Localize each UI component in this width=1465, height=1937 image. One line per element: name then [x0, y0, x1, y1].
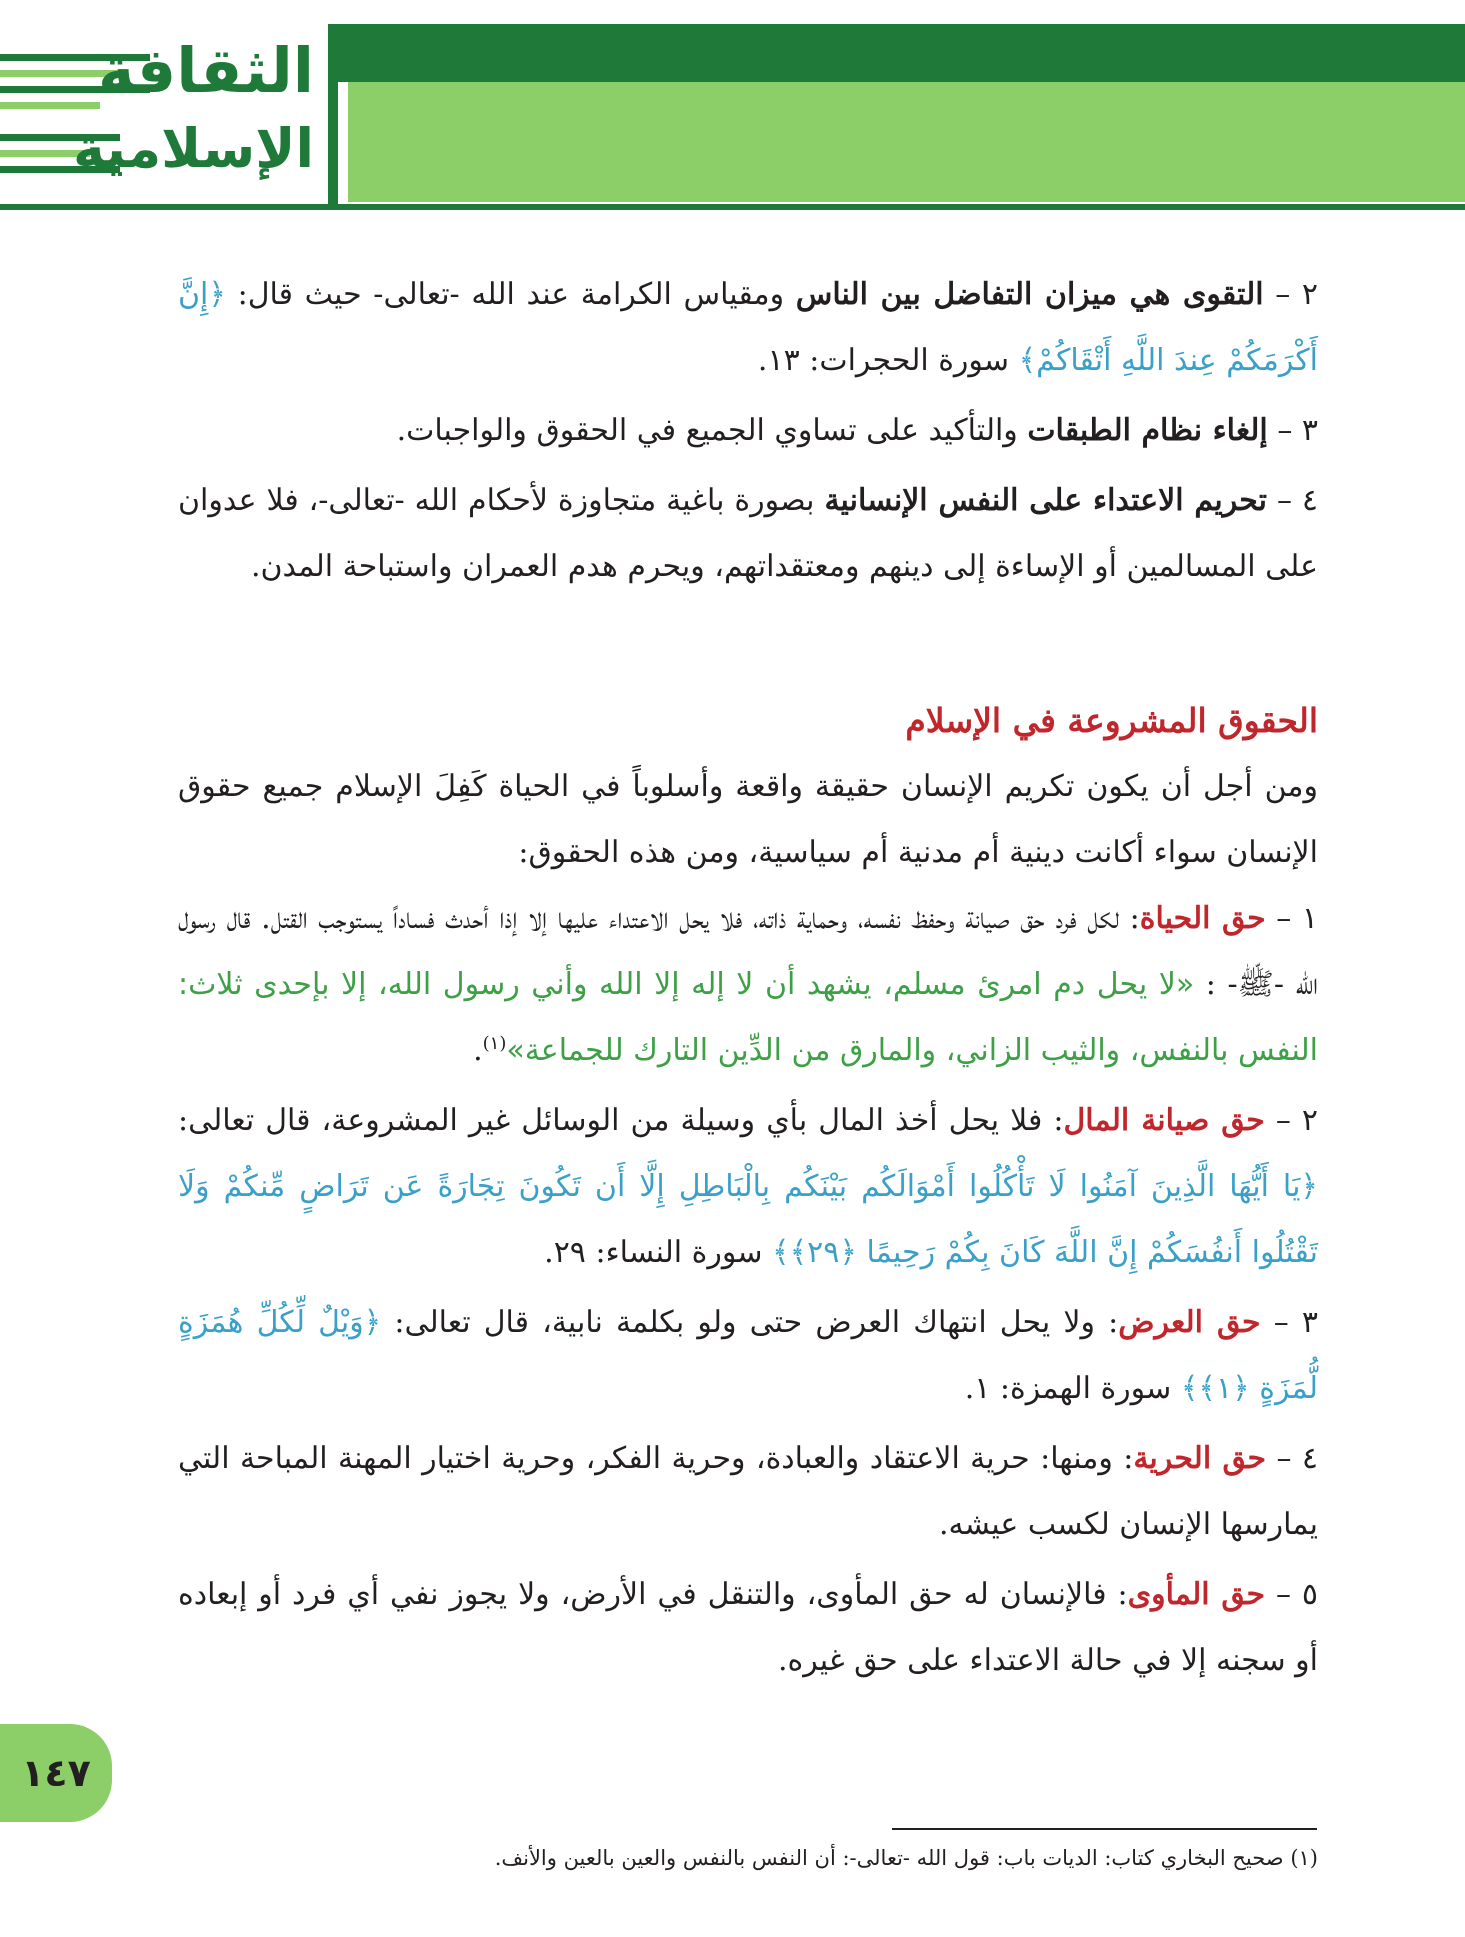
point-number: ٢ –: [1275, 277, 1318, 312]
right-title: حق الحرية: [1133, 1441, 1267, 1476]
verse-reference: سورة الحجرات: ١٣.: [757, 343, 1019, 378]
page-number: ١٤٧: [21, 1751, 91, 1795]
page-content: [178, 262, 1318, 1694]
right-title: حق العرض: [1118, 1305, 1261, 1340]
sentence-end: .: [473, 1033, 483, 1068]
point-heading: إلغاء نظام الطبقات: [1027, 413, 1268, 448]
right-number: ٣ –: [1273, 1305, 1318, 1340]
footnote: (١) صحيح البخاري كتاب: الديات باب: قول الله -تعالى-: أن النفس بالنفس والعين بالعين والأنف.: [494, 1846, 1318, 1870]
right-number: ٢ –: [1275, 1103, 1318, 1138]
section-intro: ومن أجل أن يكون تكريم الإنسان حقيقة واقعة وأسلوباً في الحياة كَفِلَ الإسلام جميع حقوق الإنسان سواء أكانت دينية أم مدنية أم سياسية، ومن هذه الحقوق:: [178, 769, 1318, 870]
point-item: [178, 398, 1318, 464]
right-text: : لكل فرد حق صيانة وحفظ نفسه، وحماية ذاته، فلا يحل الاعتداء عليها إلا إذا أحدث فساداً يستوجب القتل. قال رسول الله -ﷺ- :: [178, 901, 1318, 1002]
logo-stripe: [0, 102, 100, 109]
hadith-text: «لا يحل دم امرئ مسلم، يشهد أن لا إله إلا الله وأني رسول الله، إلا بإحدى ثلاث: النفس بالنفس، والثيب الزاني، والمارق من الدِّين التارك للجماعة»: [178, 967, 1318, 1068]
header-band-dark: [338, 24, 1465, 82]
verse-reference: سورة النساء: ٢٩.: [544, 1235, 773, 1270]
logo-line-1: الثقافة: [98, 34, 314, 107]
verse-reference: سورة الهمزة: ١.: [964, 1371, 1181, 1406]
right-title: حق المأوى: [1127, 1577, 1266, 1612]
header-rule: [0, 204, 1465, 210]
point-heading: تحريم الاعتداء على النفس الإنسانية: [824, 483, 1267, 518]
right-item: [178, 886, 1318, 1084]
point-text: ومقياس الكرامة عند الله -تعالى- حيث قال:: [225, 277, 796, 312]
point-item: [178, 262, 1318, 394]
quran-verse: ﴿وَيْلٌ لِّكُلِّ هُمَزَةٍ لُّمَزَةٍ ﴿١﴾﴾: [178, 1305, 1318, 1406]
logo-line-2: الإسلامية: [72, 117, 314, 180]
right-number: ٥ –: [1275, 1577, 1319, 1612]
quran-verse: ﴿إِنَّ أَكْرَمَكُمْ عِندَ اللَّهِ أَتْقَاكُمْ﴾: [178, 277, 1318, 378]
point-heading: التقوى هي ميزان التفاضل بين الناس: [795, 277, 1264, 312]
footnote-rule: [892, 1828, 1317, 1830]
right-number: ١ –: [1276, 901, 1318, 936]
right-text: : ومنها: حرية الاعتقاد والعبادة، وحرية الفكر، وحرية اختيار المهنة المباحة التي يمارسها الإنسان لكسب عيشه.: [178, 1441, 1318, 1542]
header-band-light: [348, 82, 1465, 202]
right-item: [178, 1290, 1318, 1422]
right-text: : فالإنسان له حق المأوى، والتنقل في الأرض، ولا يجوز نفي أي فرد أو إبعاده أو سجنه إلا في حالة الاعتداء على حق غيره.: [178, 1577, 1318, 1678]
right-title: حق صيانة المال: [1063, 1103, 1265, 1138]
right-item: [178, 1426, 1318, 1558]
right-number: ٤ –: [1276, 1441, 1319, 1476]
right-title: حق الحياة: [1139, 901, 1266, 936]
point-item: [178, 468, 1318, 600]
right-text: : ولا يحل انتهاك العرض حتى ولو بكلمة نابية، قال تعالى:: [381, 1305, 1119, 1340]
right-text: : فلا يحل أخذ المال بأي وسيلة من الوسائل غير المشروعة، قال تعالى:: [178, 1103, 1064, 1138]
point-number: ٤ –: [1276, 483, 1319, 518]
point-text: والتأكيد على تساوي الجميع في الحقوق والواجبات.: [396, 413, 1028, 448]
point-text: بصورة باغية متجاوزة لأحكام الله -تعالى-، فلا عدوان على المسالمين أو الإساءة إلى دينهم ومعتقداتهم، ويحرم هدم العمران واستباحة المدن.: [178, 483, 1318, 584]
book-logo: [0, 24, 338, 204]
logo-title: [72, 32, 314, 188]
footnote-marker: (١): [482, 1033, 507, 1054]
right-item: [178, 1088, 1318, 1286]
page-number-tab: [0, 1724, 112, 1822]
right-item: [178, 1562, 1318, 1694]
point-number: ٣ –: [1277, 413, 1318, 448]
quran-verse: ﴿يَا أَيُّهَا الَّذِينَ آمَنُوا لَا تَأْكُلُوا أَمْوَالَكُم بَيْنَكُم بِالْبَاطِلِ إِلَّا أَن تَكُونَ تِجَارَةً عَن تَرَاضٍ مِّنكُمْ وَلَا تَقْتُلُوا أَنفُسَكُمْ إِنَّ اللَّهَ كَانَ بِكُمْ رَحِيمًا ﴿٢٩﴾﴾: [178, 1169, 1318, 1270]
section-title: الحقوق المشروعة في الإسلام: [905, 701, 1318, 740]
